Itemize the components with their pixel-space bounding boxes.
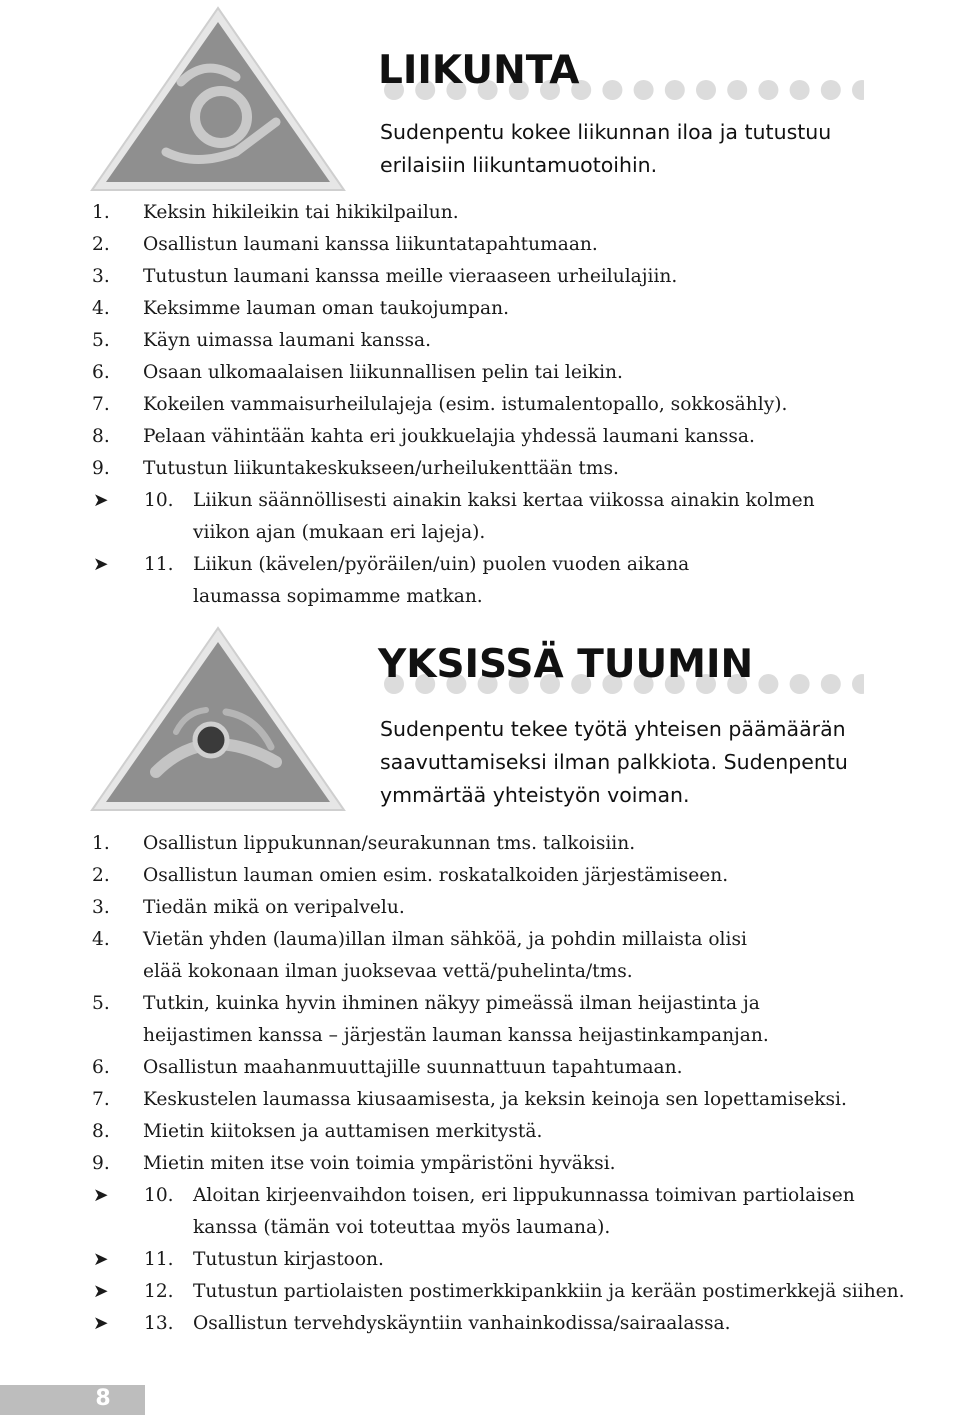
list-item	[90, 1052, 960, 1084]
item-text: Tutustun partiolaisten postimerkkipankkiin ja kerään postimerkkejä siihen.	[193, 1281, 905, 1302]
list-item	[90, 1084, 960, 1116]
item-text: Mietin miten itse voin toimia ympäristöni hyväksi.	[143, 1153, 616, 1174]
item-text: Aloitan kirjeenvaihdon toisen, eri lippukunnassa toimivan partiolaisen	[193, 1185, 855, 1206]
item-text: Keksimme lauman oman taukojumpan.	[143, 298, 509, 319]
item-text: Keksin hikileikin tai hikikilpailun.	[143, 202, 459, 223]
item-number: 2.	[92, 234, 110, 255]
item-text: kanssa (tämän voi toteuttaa myös laumana).	[193, 1217, 611, 1238]
list-item	[90, 1116, 960, 1148]
page-number-bar	[0, 1385, 145, 1415]
decorative-dot	[758, 80, 778, 100]
item-number: 5.	[92, 993, 110, 1014]
item-number: 3.	[92, 897, 110, 918]
item-text: Osallistun tervehdyskäyntiin vanhainkodissa/sairaalassa.	[193, 1313, 731, 1334]
item-text: Tutustun kirjastoon.	[193, 1249, 384, 1270]
liikunta-badge	[86, 2, 351, 197]
arrow-marker-icon: ➤	[93, 554, 109, 575]
section-intro-liikunta	[380, 116, 920, 182]
decorative-dot	[696, 80, 716, 100]
decorative-dot	[727, 80, 747, 100]
list-item	[90, 924, 960, 988]
item-text: Osallistun maahanmuuttajille suunnattuun tapahtumaan.	[143, 1057, 683, 1078]
arrow-marker-icon: ➤	[93, 1249, 109, 1270]
item-text: Osallistun laumani kanssa liikuntatapahtumaan.	[143, 234, 598, 255]
yksissa-tuumin-badge	[86, 622, 351, 817]
item-text: Kokeilen vammaisurheilulajeja (esim. istumalentopallo, sokkosähly).	[143, 394, 788, 415]
decorative-dot	[821, 80, 841, 100]
item-number: 2.	[92, 865, 110, 886]
decorative-dot	[852, 80, 864, 100]
decorative-dot	[665, 80, 685, 100]
intro-line: Sudenpentu kokee liikunnan iloa ja tutustuu	[380, 120, 832, 144]
item-text: Vietän yhden (lauma)illan ilman sähköä, ja pohdin millaista olisi	[143, 929, 747, 950]
intro-line: Sudenpentu tekee työtä yhteisen päämäärän	[380, 717, 846, 741]
item-text: Tutustun laumani kanssa meille vieraaseen urheilulajiin.	[143, 266, 678, 287]
item-text: Liikun säännöllisesti ainakin kaksi kertaa viikossa ainakin kolmen	[193, 490, 815, 511]
item-text: viikon ajan (mukaan eri lajeja).	[193, 522, 486, 543]
item-number: 11.	[144, 554, 174, 575]
item-number: 9.	[92, 458, 110, 479]
item-number: 5.	[92, 330, 110, 351]
item-text: Liikun (kävelen/pyöräilen/uin) puolen vuoden aikana	[193, 554, 690, 575]
decorative-dot	[790, 674, 810, 694]
item-text: heijastimen kanssa – järjestän lauman kanssa heijastinkampanjan.	[143, 1025, 769, 1046]
item-number: 10.	[144, 1185, 174, 1206]
item-text: elää kokonaan ilman juoksevaa vettä/puhelinta/tms.	[143, 961, 633, 982]
item-number: 4.	[92, 929, 110, 950]
list-item	[90, 1308, 960, 1340]
intro-line: ymmärtää yhteistyön voiman.	[380, 783, 690, 807]
item-number: 7.	[92, 394, 110, 415]
list-item	[90, 453, 960, 485]
list-item	[90, 389, 960, 421]
decorative-dot	[821, 674, 841, 694]
item-number: 4.	[92, 298, 110, 319]
item-text: laumassa sopimamme matkan.	[193, 586, 483, 607]
page-number: 8	[95, 1386, 111, 1411]
item-number: 6.	[92, 362, 110, 383]
item-number: 13.	[144, 1313, 174, 1334]
list-item	[90, 1180, 960, 1244]
arrow-marker-icon: ➤	[93, 1185, 109, 1206]
item-text: Mietin kiitoksen ja auttamisen merkitystä.	[143, 1121, 543, 1142]
list-item	[90, 325, 960, 357]
item-number: 12.	[144, 1281, 174, 1302]
section-title-liikunta: LIIKUNTA	[378, 48, 580, 93]
decorative-dot	[602, 80, 622, 100]
list-item	[90, 229, 960, 261]
item-text: Käyn uimassa laumani kanssa.	[143, 330, 432, 351]
list-item	[90, 1276, 960, 1308]
list-item	[90, 197, 960, 229]
item-text: Tutkin, kuinka hyvin ihminen näkyy pimeässä ilman heijastinta ja	[143, 993, 760, 1014]
item-text: Osaan ulkomaalaisen liikunnallisen pelin tai leikin.	[143, 362, 623, 383]
item-number: 11.	[144, 1249, 174, 1270]
list-item	[90, 892, 960, 924]
item-number: 7.	[92, 1089, 110, 1110]
item-text: Keskustelen laumassa kiusaamisesta, ja keksin keinoja sen lopettamiseksi.	[143, 1089, 847, 1110]
item-number: 3.	[92, 266, 110, 287]
list-item	[90, 357, 960, 389]
item-number: 10.	[144, 490, 174, 511]
item-number: 1.	[92, 202, 110, 223]
item-text: Osallistun lippukunnan/seurakunnan tms. talkoisiin.	[143, 833, 636, 854]
section-title-yksissa-tuumin: YKSISSÄ TUUMIN	[378, 642, 754, 687]
list-item	[90, 828, 960, 860]
list-item	[90, 860, 960, 892]
decorative-dot	[634, 80, 654, 100]
section-intro-yksissa-tuumin	[380, 713, 920, 812]
list-item	[90, 293, 960, 325]
list-item	[90, 261, 960, 293]
decorative-dot	[790, 80, 810, 100]
item-text: Tutustun liikuntakeskukseen/urheilukenttään tms.	[143, 458, 619, 479]
item-number: 1.	[92, 833, 110, 854]
list-item	[90, 485, 960, 549]
item-text: Osallistun lauman omien esim. roskatalkoiden järjestämiseen.	[143, 865, 729, 886]
list-item	[90, 549, 960, 613]
arrow-marker-icon: ➤	[93, 1313, 109, 1334]
list-item	[90, 421, 960, 453]
item-number: 8.	[92, 1121, 110, 1142]
arrow-marker-icon: ➤	[93, 490, 109, 511]
arrow-marker-icon: ➤	[93, 1281, 109, 1302]
item-number: 8.	[92, 426, 110, 447]
item-number: 6.	[92, 1057, 110, 1078]
intro-line: saavuttamiseksi ilman palkkiota. Sudenpentu	[380, 750, 848, 774]
list-item	[90, 1244, 960, 1276]
decorative-dot	[852, 674, 864, 694]
intro-line: erilaisiin liikuntamuotoihin.	[380, 153, 658, 177]
item-text: Tiedän mikä on veripalvelu.	[143, 897, 405, 918]
list-item	[90, 988, 960, 1052]
list-item	[90, 1148, 960, 1180]
item-number: 9.	[92, 1153, 110, 1174]
decorative-dot	[758, 674, 778, 694]
item-text: Pelaan vähintään kahta eri joukkuelajia yhdessä laumani kanssa.	[143, 426, 755, 447]
